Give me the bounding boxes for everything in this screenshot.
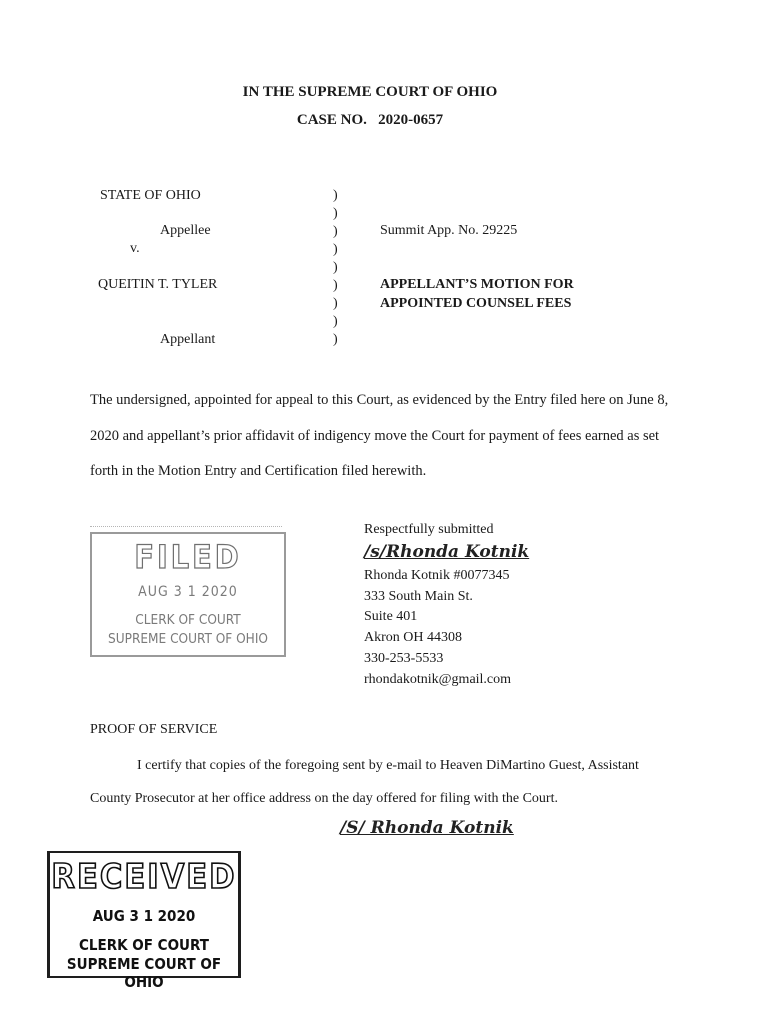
appellant-role: Appellant: [160, 332, 216, 347]
attorney-email: rhondakotnik@gmail.com: [364, 672, 512, 687]
paren: ): [333, 206, 338, 221]
appellee-role: Appellee: [160, 223, 211, 238]
received-stamp: [47, 851, 241, 991]
paren: ): [333, 188, 338, 203]
body-line-1: The undersigned, appointed for appeal to this Court, as evidenced by the Entry filed here on June 8,: [90, 392, 669, 408]
filed-stamp-title: FILED: [134, 538, 242, 576]
paren: ): [333, 314, 338, 329]
lower-court-number: Summit App. No. 29225: [380, 223, 518, 238]
paren: ): [333, 332, 338, 347]
filed-stamp-court: SUPREME COURT OF OHIO: [108, 631, 268, 647]
filed-stamp-date: AUG 3 1 2020: [138, 584, 238, 600]
versus: v.: [130, 241, 140, 256]
attorney-signature: /s/Rhonda Kotnik: [364, 542, 530, 562]
proof-line-1: I certify that copies of the foregoing sent by e-mail to Heaven DiMartino Guest, Assistant: [137, 758, 639, 773]
paren: ): [333, 296, 338, 311]
attorney-street: 333 South Main St.: [364, 589, 473, 604]
appellee-name: STATE OF OHIO: [100, 188, 201, 203]
proof-heading: PROOF OF SERVICE: [90, 722, 218, 737]
body-line-2: 2020 and appellant’s prior affidavit of indigency move the Court for payment of fees earned as set: [90, 428, 660, 444]
paren: ): [333, 260, 338, 275]
proof-signature: /S/ Rhonda Kotnik: [340, 818, 514, 838]
case-number: CASE NO. 2020-0657: [296, 112, 444, 128]
attorney-phone: 330-253-5533: [364, 651, 444, 666]
paren: ): [333, 278, 338, 293]
received-stamp-date: AUG 3 1 2020: [92, 907, 196, 925]
attorney-name: Rhonda Kotnik #0077345: [364, 568, 510, 583]
filed-stamp: [90, 532, 286, 657]
paren: ): [333, 242, 338, 257]
filed-stamp-clerk: CLERK OF COURT: [135, 612, 241, 628]
closing: Respectfully submitted: [364, 522, 494, 537]
proof-line-2: County Prosecutor at her office address on the day offered for filing with the Court.: [90, 791, 558, 806]
appellant-name: QUEITIN T. TYLER: [98, 277, 218, 292]
received-stamp-title: RECEIVED: [51, 857, 237, 897]
motion-title-line1: APPELLANT’S MOTION FOR: [380, 277, 574, 292]
received-stamp-court: SUPREME COURT OF OHIO: [66, 955, 222, 991]
attorney-suite: Suite 401: [364, 609, 418, 624]
received-stamp-clerk: CLERK OF COURT: [79, 936, 209, 954]
paren: ): [333, 224, 338, 239]
attorney-city: Akron OH 44308: [364, 630, 462, 645]
stamp-speckle: [90, 526, 282, 531]
motion-title-line2: APPOINTED COUNSEL FEES: [380, 296, 572, 311]
body-line-3: forth in the Motion Entry and Certification filed herewith.: [90, 463, 427, 479]
court-heading: IN THE SUPREME COURT OF OHIO: [242, 84, 498, 100]
